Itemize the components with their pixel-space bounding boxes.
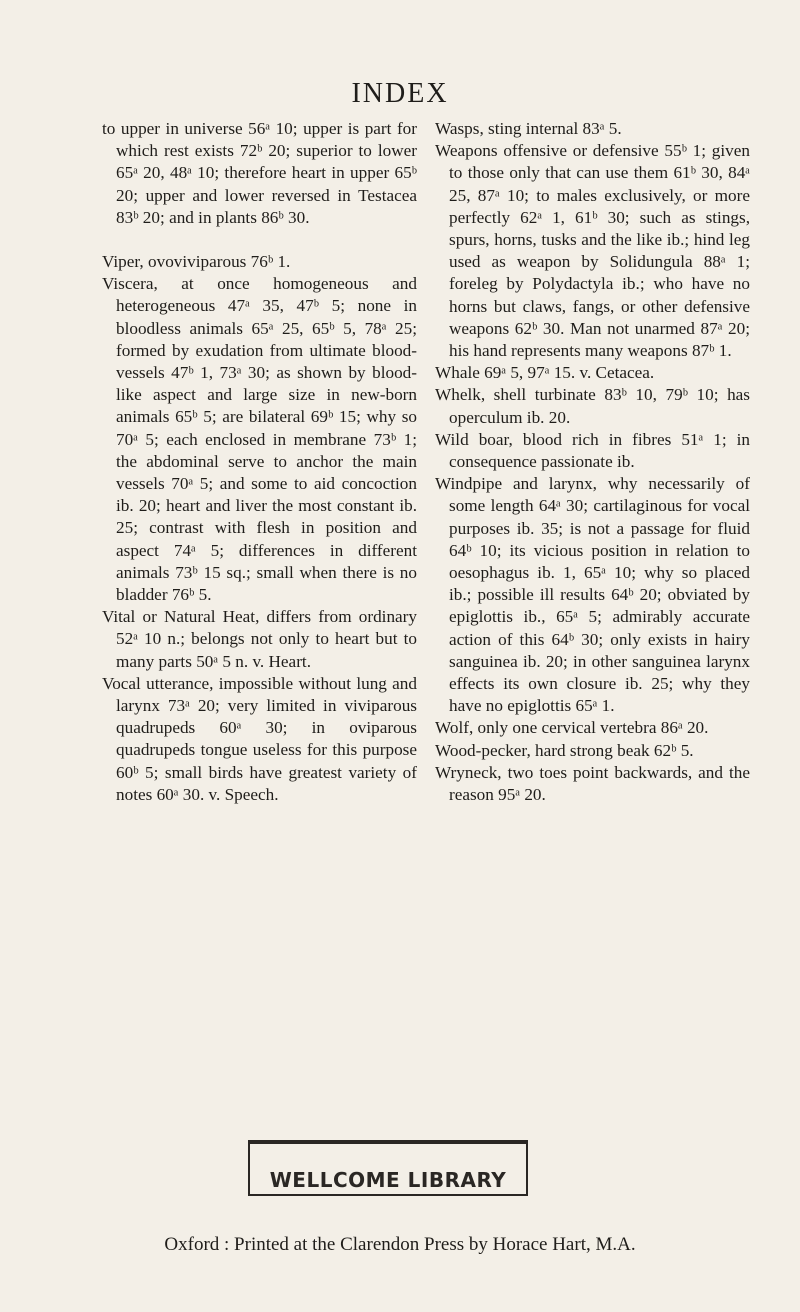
page-title: INDEX (351, 78, 449, 109)
library-stamp-text: WELLCOME LIBRARY (269, 1168, 507, 1192)
index-entry: Wryneck, two toes point backwards, and the reason 95ᵃ 20. (435, 762, 750, 805)
index-entry: Wolf, only one cervical vertebra 86ᵃ 20. (435, 718, 709, 738)
index-entry: Whale 69ᵃ 5, 97ᵃ 15. v. Cetacea. (435, 363, 655, 383)
index-entry: to upper in universe 56ᵃ 10; upper is part for which rest exists 72ᵇ 20; superior to lower 65ᵃ 20, 48ᵃ 10; therefore heart in upper 65ᵇ 20; upper and lower reversed in Testacea 83ᵇ 20; and in plants 86ᵇ 30. (102, 119, 417, 227)
printer-imprint: Oxford : Printed at the Clarendon Press by Horace Hart, M.A. (164, 1234, 636, 1255)
index-entry: Viper, ovoviviparous 76ᵇ 1. (102, 252, 291, 272)
index-column-left (102, 118, 417, 806)
index-entry: Windpipe and larynx, why necessarily of some length 64ᵃ 30; cartilaginous for vocal purposes ib. 35; is not a passage for fluid 64ᵇ 10; its vicious position in relation to oesophagus ib. 1, 65ᵃ 10; why so placed ib.; possible ill results 64ᵇ 20; obviated by epiglottis ib., 65ᵃ 5; admirably accurate action of this 64ᵇ 30; only exists in hairy sanguinea ib. 20; in other sanguinea larynx effects its own closure ib. 25; why they have no epiglottis 65ᵃ 1. (435, 474, 750, 716)
index-entry: Wood-pecker, hard strong beak 62ᵇ 5. (435, 740, 694, 760)
index-entry: Weapons offensive or defensive 55ᵇ 1; given to those only that can use them 61ᵇ 30, 84ᵃ 25, 87ᵃ 10; to males exclusively, or more perfectly 62ᵃ 1, 61ᵇ 30; such as stings, spurs, horns, tusks and the like ib.; hind leg used as weapon by Solidungula 88ᵃ 1; foreleg by Polydactyla ib.; who have no horns but claws, fangs, or other defensive weapons 62ᵇ 30. Man not unarmed 87ᵃ 20; his hand represents many weapons 87ᵇ 1. (435, 141, 750, 361)
index-column-right (435, 118, 750, 806)
index-entry: Wasps, sting internal 83ᵃ 5. (435, 119, 622, 138)
index-entry: Whelk, shell turbinate 83ᵇ 10, 79ᵇ 10; has operculum ib. 20. (435, 385, 750, 427)
index-entry: Wild boar, blood rich in fibres 51ᵃ 1; in consequence passionate ib. (435, 429, 750, 472)
index-entry: Vital or Natural Heat, differs from ordinary 52ᵃ 10 n.; belongs not only to heart but to many parts 50ᵃ 5 n. v. Heart. (102, 607, 417, 671)
index-entry: Vocal utterance, impossible without lung and larynx 73ᵃ 20; very limited in viviparous quadrupeds 60ᵃ 30; in oviparous quadrupeds tongue useless for this purpose 60ᵇ 5; small birds have greatest variety of notes 60ᵃ 30. v. Speech. (102, 673, 417, 804)
index-entry: Viscera, at once homogeneous and heterogeneous 47ᵃ 35, 47ᵇ 5; none in bloodless animals 65ᵃ 25, 65ᵇ 5, 78ᵃ 25; formed by exudation from ultimate blood-vessels 47ᵇ 1, 73ᵃ 30; as shown by blood-like aspect and large size in new-born animals 65ᵇ 5; are bilateral 69ᵇ 15; why so 70ᵃ 5; each enclosed in membrane 73ᵇ 1; the abdominal serve to anchor the main vessels 70ᵃ 5; and some to aid concoction ib. 20; heart and liver the most constant ib. 25; contrast with flesh in position and aspect 74ᵃ 5; differences in different animals 73ᵇ 15 sq.; small when there is no bladder 76ᵇ 5. (102, 274, 417, 605)
library-stamp (248, 1140, 528, 1196)
